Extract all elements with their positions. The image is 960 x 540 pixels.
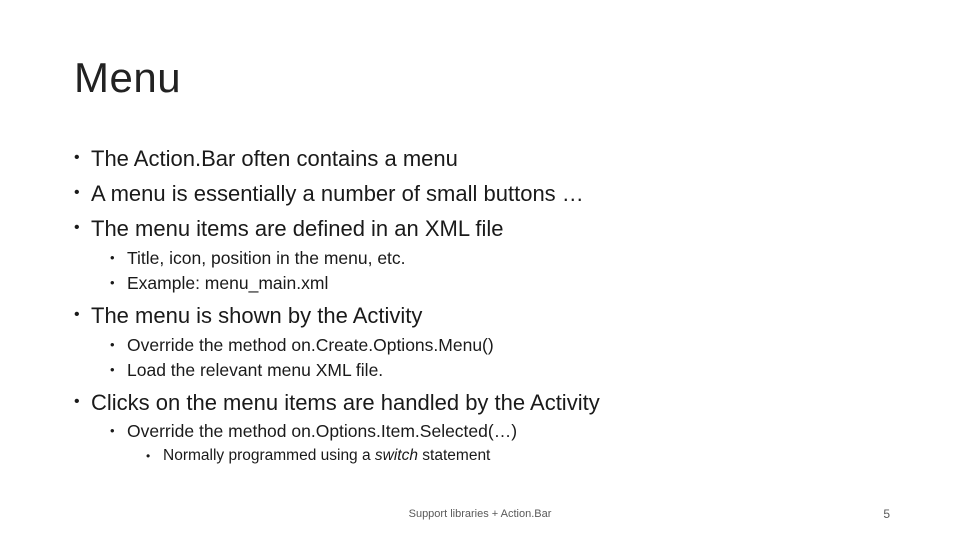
- page-number: 5: [883, 507, 890, 521]
- bullet-text: Override the method on.Create.Options.Menu(): [127, 335, 494, 355]
- bullet-icon: •: [74, 149, 80, 166]
- bullet-text: The menu items are defined in an XML file: [91, 216, 504, 241]
- bullet-text-emphasis: switch: [374, 447, 418, 464]
- bullet-icon: •: [74, 306, 80, 323]
- bullet-text: Load the relevant menu XML file.: [127, 360, 384, 380]
- bullet-text-pre: Normally programmed using a: [163, 447, 375, 464]
- slide-footer: Support libraries + Action.Bar: [408, 508, 552, 520]
- bullet-icon: •: [110, 423, 115, 438]
- bullet-icon: •: [74, 219, 80, 236]
- bullet-text: Title, icon, position in the menu, etc.: [127, 248, 406, 268]
- bullet-icon: •: [74, 393, 80, 410]
- bullet-text: The menu is shown by the Activity: [91, 303, 423, 328]
- bullet-icon: •: [110, 362, 115, 377]
- bullet-text: Example: menu_main.xml: [127, 273, 329, 293]
- bullet-icon: •: [74, 184, 80, 201]
- bullet-text: The Action.Bar often contains a menu: [91, 146, 458, 171]
- bullet-text: Override the method on.Options.Item.Selected(…): [127, 421, 518, 441]
- bullet-text-post: statement: [418, 447, 491, 464]
- bullet-text: Clicks on the menu items are handled by the Activity: [91, 390, 600, 415]
- bullet-icon: •: [110, 337, 115, 352]
- bullet-icon: •: [146, 449, 151, 463]
- bullet-icon: •: [110, 250, 115, 265]
- slide-title: Menu: [74, 54, 182, 101]
- bullet-icon: •: [110, 275, 115, 290]
- bullet-text: [163, 447, 490, 465]
- bullet-text: A menu is essentially a number of small buttons …: [91, 181, 584, 206]
